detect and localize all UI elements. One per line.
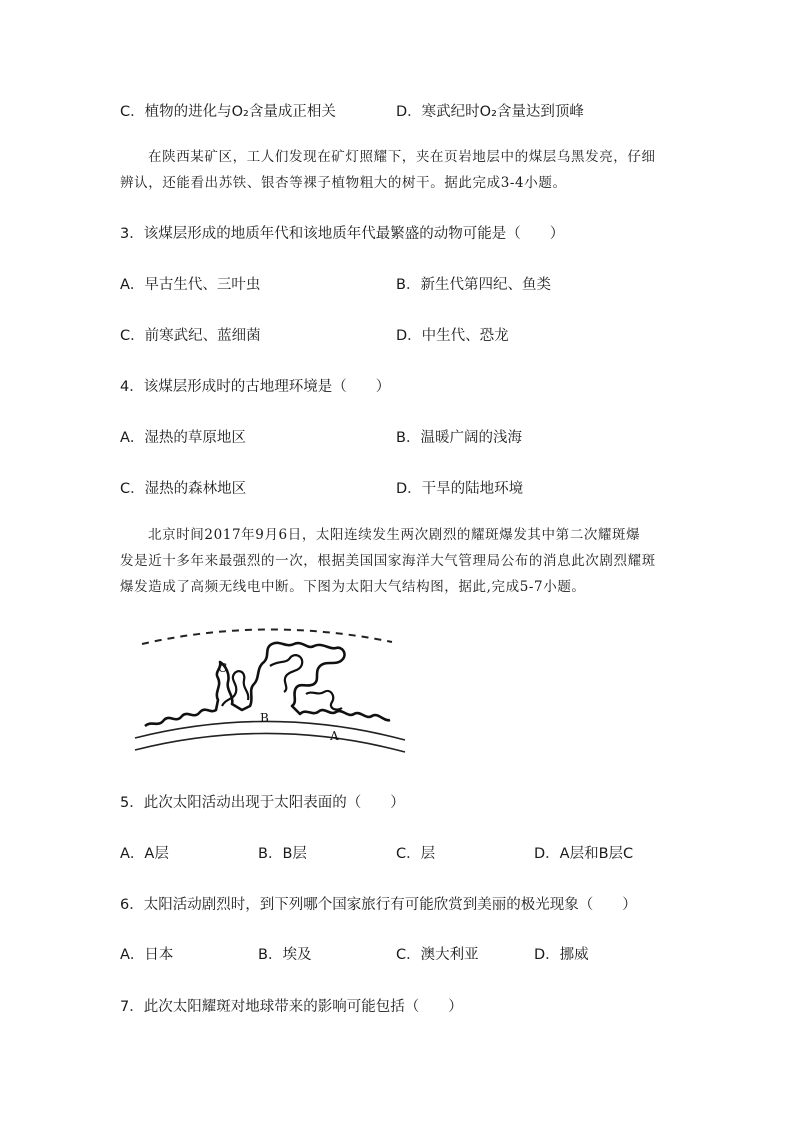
q5-option-d: D．A层和B层C (534, 846, 634, 862)
photosphere-inner-arc (135, 733, 405, 752)
prominence-left (222, 671, 248, 706)
q3-option-c: C．前寒武纪、蓝细菌 (120, 328, 261, 344)
solar-atmosphere-figure (130, 620, 420, 770)
corona-boundary (142, 629, 392, 644)
passage-solar-line2: 发是近十多年来最强烈的一次，根据美国国家海洋大气管理局公布的消息此次剧烈耀斑 (120, 553, 656, 569)
q6-option-a: A．日本 (120, 947, 174, 963)
q6-option-d: D．挪威 (534, 947, 589, 963)
q6-option-c: C．澳大利亚 (396, 947, 479, 963)
label-b: B (260, 711, 269, 725)
q2-option-c: C．植物的进化与O₂含量成正相关 (120, 104, 336, 120)
q4-option-a: A．湿热的草原地区 (120, 430, 246, 446)
label-c: C (218, 661, 228, 675)
q7-stem: 7．此次太阳耀斑对地球带来的影响可能包括（ ） (120, 999, 463, 1015)
passage-solar-line3: 爆发造成了高频无线电中断。下图为太阳大气结构图，据此,完成5-7小题。 (120, 579, 586, 595)
passage-coal-line2: 辨认，还能看出苏铁、银杏等裸子植物粗大的树干。据此完成3-4小题。 (120, 175, 567, 191)
label-a: A (330, 729, 339, 743)
q3-option-d: D．中生代、恐龙 (396, 328, 509, 344)
q6-stem: 6．太阳活动剧烈时，到下列哪个国家旅行有可能欣赏到美丽的极光现象（ ） (120, 897, 637, 913)
passage-coal-line1: 在陕西某矿区，工人们发现在矿灯照耀下，夹在页岩地层中的煤层乌黑发亮，仔细 (148, 149, 656, 165)
prominence-right (306, 691, 342, 710)
q5-option-c: C．层 (396, 846, 436, 862)
passage-coal (120, 144, 680, 196)
q5-stem: 5．此次太阳活动出现于太阳表面的（ ） (120, 795, 405, 811)
q4-option-d: D．干旱的陆地环境 (396, 481, 524, 497)
q4-option-c: C．湿热的森林地区 (120, 481, 247, 497)
q5-option-b: B．B层 (258, 846, 307, 862)
q2-option-d: D．寒武纪时O₂含量达到顶峰 (396, 104, 584, 120)
q4-option-b: B．温暖广阔的浅海 (396, 430, 522, 446)
passage-solar-line1: 北京时间2017年9月6日，太阳连续发生两次剧烈的耀斑爆发其中第二次耀斑爆 (148, 527, 641, 543)
q5-option-a: A．A层 (120, 846, 169, 862)
q3-option-a: A．早古生代、三叶虫 (120, 277, 261, 293)
photosphere-outer-arc (135, 721, 405, 740)
q3-option-b: B．新生代第四纪、鱼类 (396, 277, 551, 293)
q3-stem: 3．该煤层形成的地质年代和该地质年代最繁盛的动物可能是（ ） (120, 226, 565, 242)
q4-stem: 4．该煤层形成时的古地理环境是（ ） (120, 379, 391, 395)
q6-option-b: B．埃及 (258, 947, 312, 963)
passage-solar-flare (120, 522, 680, 600)
